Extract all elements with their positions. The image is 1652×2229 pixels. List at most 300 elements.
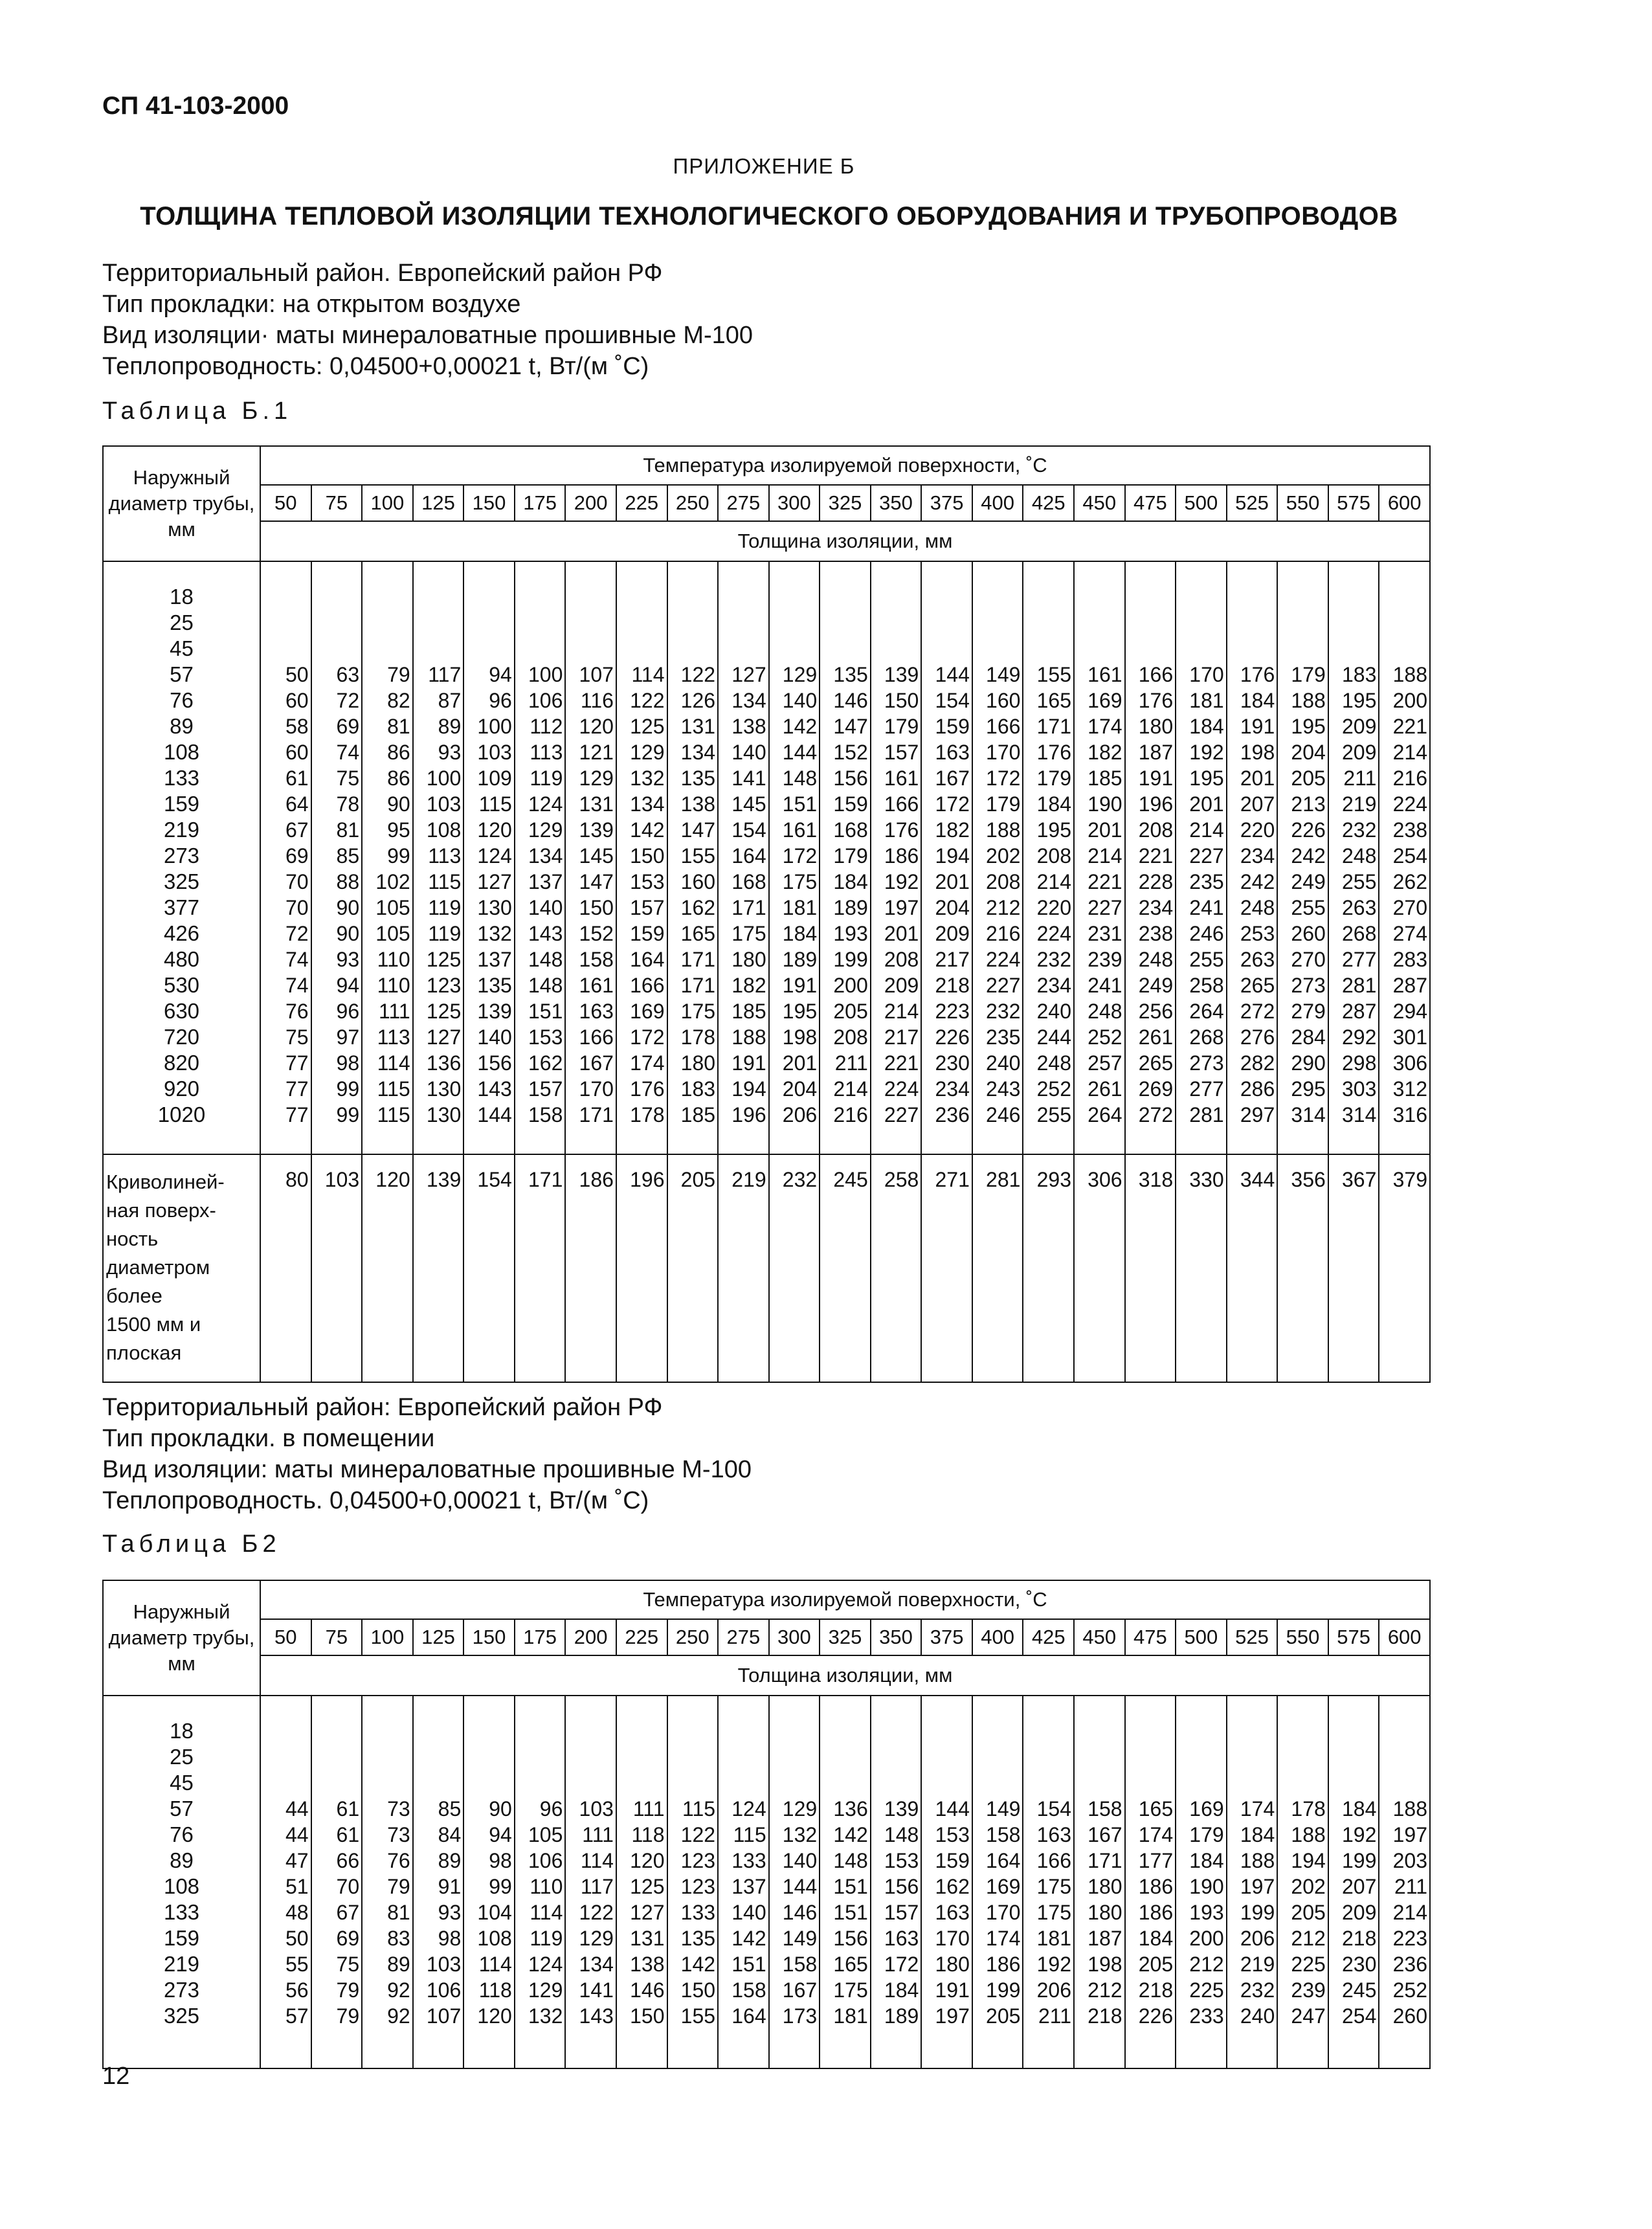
thickness-value xyxy=(312,636,360,662)
temperature-cell: 525 xyxy=(1227,1619,1278,1655)
thickness-value: 153 xyxy=(884,1849,919,1872)
diameter-value: 108 xyxy=(163,740,200,764)
thickness-value: 184 xyxy=(782,922,818,945)
thickness-value: 181 xyxy=(1189,689,1224,712)
thickness-value: 167 xyxy=(782,1978,818,2002)
diameter-value: 25 xyxy=(170,1745,194,1769)
thickness-value: 44 xyxy=(285,1823,309,1846)
thickness-value: 214 xyxy=(884,1000,919,1023)
thickness-value xyxy=(1379,1744,1427,1770)
thickness-value: 112 xyxy=(530,715,563,738)
thickness-value xyxy=(1379,1718,1427,1744)
thickness-value: 188 xyxy=(731,1025,766,1049)
thickness-value: 247 xyxy=(1291,2004,1326,2028)
thickness-value: 158 xyxy=(1088,1797,1122,1820)
thickness-value: 86 xyxy=(387,741,410,764)
thickness-column xyxy=(1074,1696,1125,2068)
thickness-value xyxy=(973,1718,1021,1744)
curved-thickness-value: 379 xyxy=(1379,1154,1430,1382)
thickness-value xyxy=(1023,610,1071,636)
thickness-value: 139 xyxy=(477,1000,512,1023)
thickness-value: 225 xyxy=(1189,1978,1224,2002)
thickness-value: 197 xyxy=(935,2004,970,2028)
thickness-value: 198 xyxy=(1240,741,1275,764)
diameter-value: 219 xyxy=(163,818,200,842)
thickness-value: 227 xyxy=(986,974,1021,997)
thickness-value: 212 xyxy=(986,896,1021,919)
diameter-value: 76 xyxy=(170,688,194,712)
thickness-value: 143 xyxy=(579,2004,614,2028)
thickness-value: 151 xyxy=(833,1875,868,1898)
thickness-value xyxy=(1176,584,1224,610)
thickness-value: 75 xyxy=(336,767,360,790)
thickness-value: 79 xyxy=(387,663,410,686)
thickness-value: 67 xyxy=(285,818,309,842)
thickness-value: 197 xyxy=(1392,1823,1427,1846)
thickness-value: 189 xyxy=(884,2004,919,2028)
thickness-value: 283 xyxy=(1392,948,1427,971)
thickness-value xyxy=(363,636,410,662)
thickness-value: 168 xyxy=(833,818,868,842)
temperature-cell: 500 xyxy=(1176,1619,1227,1655)
thickness-value: 254 xyxy=(1392,844,1427,868)
thickness-value: 146 xyxy=(630,1978,665,2002)
thickness-value: 312 xyxy=(1392,1077,1427,1101)
temperature-cell: 175 xyxy=(515,1619,566,1655)
thickness-value: 171 xyxy=(731,896,766,919)
thickness-column xyxy=(921,1696,972,2068)
thickness-value: 129 xyxy=(782,663,818,686)
thickness-value xyxy=(668,1718,716,1744)
thickness-column xyxy=(1125,561,1176,1154)
thickness-value: 263 xyxy=(1341,896,1377,919)
thickness-value: 74 xyxy=(285,974,309,997)
thickness-value: 76 xyxy=(285,1000,309,1023)
thickness-value: 179 xyxy=(833,844,868,868)
thickness-value: 66 xyxy=(336,1849,360,1872)
thickness-value: 72 xyxy=(285,922,309,945)
thickness-value: 94 xyxy=(489,1823,512,1846)
diameter-value: 18 xyxy=(170,585,194,609)
thickness-value xyxy=(1126,636,1174,662)
thickness-value xyxy=(566,636,614,662)
thickness-value: 113 xyxy=(377,1025,410,1049)
page-title: ТОЛЩИНА ТЕПЛОВОЙ ИЗОЛЯЦИИ ТЕХНОЛОГИЧЕСКОГО ОБОРУДОВАНИЯ И ТРУБОПРОВОДОВ xyxy=(140,202,1398,230)
thickness-value xyxy=(1126,1770,1174,1796)
thickness-value: 164 xyxy=(986,1849,1021,1872)
thickness-value: 211 xyxy=(1343,767,1377,790)
temperature-cell: 600 xyxy=(1379,1619,1430,1655)
thickness-value: 208 xyxy=(1138,818,1174,842)
diameter-value: 720 xyxy=(163,1025,200,1049)
thickness-value: 122 xyxy=(680,663,716,686)
thickness-value xyxy=(312,584,360,610)
thickness-value: 144 xyxy=(477,1103,512,1126)
thickness-value: 181 xyxy=(833,2004,868,2028)
thickness-value: 205 xyxy=(833,1000,868,1023)
thickness-column xyxy=(565,561,616,1154)
thickness-value: 235 xyxy=(986,1025,1021,1049)
thickness-value xyxy=(1176,1770,1224,1796)
thickness-value: 175 xyxy=(833,1978,868,2002)
thickness-value: 180 xyxy=(1088,1875,1122,1898)
thickness-value: 185 xyxy=(1088,767,1122,790)
thickness-value: 69 xyxy=(336,1927,360,1950)
thickness-value: 201 xyxy=(884,922,919,945)
thickness-value: 195 xyxy=(1341,689,1377,712)
thickness-value: 206 xyxy=(1240,1927,1275,1950)
thickness-value: 181 xyxy=(782,896,818,919)
thickness-value: 166 xyxy=(630,974,665,997)
thickness-value: 202 xyxy=(986,844,1021,868)
thickness-value: 111 xyxy=(582,1823,614,1846)
thickness-value: 193 xyxy=(1189,1901,1224,1924)
thickness-value: 190 xyxy=(1189,1875,1224,1898)
thickness-value xyxy=(414,1770,462,1796)
thickness-value: 225 xyxy=(1291,1953,1326,1976)
thickness-column xyxy=(1328,561,1379,1154)
diameter-value: 89 xyxy=(170,1848,194,1872)
thickness-value xyxy=(566,610,614,636)
thickness-value: 166 xyxy=(579,1025,614,1049)
thickness-value: 169 xyxy=(986,1875,1021,1898)
thickness-value xyxy=(363,1718,410,1744)
thickness-value: 142 xyxy=(630,818,665,842)
thickness-value xyxy=(1329,610,1377,636)
thickness-value: 209 xyxy=(1341,741,1377,764)
thickness-value: 186 xyxy=(986,1953,1021,1976)
thickness-value: 257 xyxy=(1088,1051,1122,1075)
thickness-value: 99 xyxy=(489,1875,512,1898)
thickness-value: 265 xyxy=(1138,1051,1174,1075)
thickness-value xyxy=(668,610,716,636)
thickness-value: 90 xyxy=(489,1797,512,1820)
thickness-value: 85 xyxy=(438,1797,462,1820)
thickness-value xyxy=(820,1744,868,1770)
thickness-value: 220 xyxy=(1036,896,1071,919)
thickness-value: 150 xyxy=(680,1978,716,2002)
thickness-value: 148 xyxy=(884,1823,919,1846)
info-line: Теплопроводность: 0,04500+0,00021 t, Вт/(м ˚С) xyxy=(102,353,649,380)
thickness-value: 211 xyxy=(1038,2004,1071,2028)
thickness-value: 98 xyxy=(336,1051,360,1075)
temperature-cell: 375 xyxy=(921,1619,972,1655)
thickness-value xyxy=(770,584,818,610)
curved-label-line: Криволиней- xyxy=(106,1171,225,1193)
thickness-value: 155 xyxy=(680,844,716,868)
thickness-value: 152 xyxy=(833,741,868,764)
thickness-value: 261 xyxy=(1088,1077,1122,1101)
thickness-value: 104 xyxy=(477,1901,512,1924)
thickness-value xyxy=(820,1718,868,1744)
thickness-value: 115 xyxy=(377,1077,410,1101)
temperature-cell: 75 xyxy=(311,1619,363,1655)
diameter-column xyxy=(103,1696,260,2068)
thickness-value: 228 xyxy=(1138,870,1174,893)
thickness-value xyxy=(1126,610,1174,636)
thickness-value: 129 xyxy=(579,767,614,790)
diameter-column xyxy=(103,561,260,1154)
curved-thickness-value: 306 xyxy=(1074,1154,1125,1382)
thickness-value xyxy=(719,1744,766,1770)
thickness-value: 281 xyxy=(1341,974,1377,997)
thickness-value: 136 xyxy=(426,1051,462,1075)
curved-thickness-value: 281 xyxy=(972,1154,1023,1382)
thickness-value xyxy=(1227,1744,1275,1770)
thickness-value: 142 xyxy=(833,1823,868,1846)
thickness-value: 154 xyxy=(935,689,970,712)
page-number: 12 xyxy=(102,2063,130,2090)
thickness-value: 161 xyxy=(579,974,614,997)
curved-thickness-value: 293 xyxy=(1023,1154,1074,1382)
thickness-value: 143 xyxy=(528,922,563,945)
thickness-value: 214 xyxy=(1189,818,1224,842)
thickness-value: 281 xyxy=(1189,1103,1224,1126)
thickness-value: 70 xyxy=(285,896,309,919)
temperature-cell: 125 xyxy=(413,485,464,521)
thickness-value: 186 xyxy=(1138,1875,1174,1898)
thickness-value xyxy=(261,1718,309,1744)
thickness-value: 175 xyxy=(731,922,766,945)
thickness-column xyxy=(463,561,515,1154)
thickness-column xyxy=(1023,561,1074,1154)
thickness-value xyxy=(922,610,970,636)
thickness-value: 149 xyxy=(782,1927,818,1950)
thickness-value: 88 xyxy=(336,870,360,893)
thickness-value: 119 xyxy=(530,1927,563,1950)
thickness-value: 176 xyxy=(630,1077,665,1101)
thickness-value: 89 xyxy=(387,1953,410,1976)
thickness-value xyxy=(414,1744,462,1770)
thickness-value: 165 xyxy=(680,922,716,945)
diameter-value: 377 xyxy=(163,895,200,919)
thickness-value: 216 xyxy=(1392,767,1427,790)
thickness-value xyxy=(1227,1770,1275,1796)
temperature-cell: 125 xyxy=(413,1619,464,1655)
thickness-value xyxy=(1227,584,1275,610)
thickness-value: 170 xyxy=(986,741,1021,764)
thickness-value: 157 xyxy=(528,1077,563,1101)
curved-thickness-value: 271 xyxy=(921,1154,972,1382)
thickness-value: 212 xyxy=(1291,1927,1326,1950)
thickness-value: 55 xyxy=(285,1953,309,1976)
thickness-value: 192 xyxy=(1189,741,1224,764)
thickness-value xyxy=(1278,1770,1326,1796)
thickness-value: 230 xyxy=(1341,1953,1377,1976)
thickness-value: 221 xyxy=(1138,844,1174,868)
thickness-value: 135 xyxy=(680,767,716,790)
thickness-value xyxy=(464,584,512,610)
thickness-value: 201 xyxy=(1189,792,1224,816)
thickness-value: 170 xyxy=(1189,663,1224,686)
thickness-value: 100 xyxy=(477,715,512,738)
thickness-value: 135 xyxy=(680,1927,716,1950)
thickness-value: 170 xyxy=(935,1927,970,1950)
thickness-column xyxy=(718,561,769,1154)
thickness-value: 163 xyxy=(884,1927,919,1950)
thickness-value xyxy=(1126,1744,1174,1770)
curved-label-line: диаметром xyxy=(106,1256,210,1279)
thickness-value: 98 xyxy=(489,1849,512,1872)
thickness-value: 92 xyxy=(387,2004,410,2028)
thickness-value xyxy=(668,636,716,662)
thickness-value: 69 xyxy=(285,844,309,868)
thickness-value: 131 xyxy=(579,792,614,816)
thickness-value: 160 xyxy=(986,689,1021,712)
thickness-value: 87 xyxy=(438,689,462,712)
thickness-value: 254 xyxy=(1341,2004,1377,2028)
thickness-value: 118 xyxy=(631,1823,665,1846)
thickness-value xyxy=(1075,610,1122,636)
temperature-header: Температура изолируемой поверхности, ˚С xyxy=(260,1580,1430,1619)
thickness-value: 201 xyxy=(782,1051,818,1075)
thickness-value: 100 xyxy=(528,663,563,686)
thickness-value: 155 xyxy=(1036,663,1071,686)
thickness-column xyxy=(1277,561,1328,1154)
curved-thickness-value: 367 xyxy=(1328,1154,1379,1382)
thickness-value: 196 xyxy=(731,1103,766,1126)
thickness-value xyxy=(1278,610,1326,636)
thickness-value: 172 xyxy=(986,767,1021,790)
thickness-value: 272 xyxy=(1138,1103,1174,1126)
thickness-column xyxy=(871,1696,922,2068)
thickness-value: 253 xyxy=(1240,922,1275,945)
thickness-value: 96 xyxy=(489,689,512,712)
thickness-value: 193 xyxy=(833,922,868,945)
thickness-value: 204 xyxy=(782,1077,818,1101)
info-line: Территориальный район: Европейский район РФ xyxy=(102,1394,663,1421)
thickness-value: 201 xyxy=(935,870,970,893)
thickness-value: 234 xyxy=(1240,844,1275,868)
thickness-value: 170 xyxy=(579,1077,614,1101)
thickness-value: 184 xyxy=(884,1978,919,2002)
thickness-value: 195 xyxy=(1189,767,1224,790)
thickness-value: 163 xyxy=(579,1000,614,1023)
thickness-value: 165 xyxy=(833,1953,868,1976)
thickness-value: 144 xyxy=(935,1797,970,1820)
thickness-value: 129 xyxy=(528,1978,563,2002)
thickness-value xyxy=(922,1770,970,1796)
thickness-value: 268 xyxy=(1189,1025,1224,1049)
thickness-value: 132 xyxy=(528,2004,563,2028)
curved-thickness-value: 196 xyxy=(616,1154,667,1382)
thickness-value: 144 xyxy=(782,741,818,764)
thickness-value: 212 xyxy=(1088,1978,1122,2002)
thickness-value: 72 xyxy=(336,689,360,712)
thickness-value: 138 xyxy=(680,792,716,816)
thickness-value xyxy=(1126,584,1174,610)
thickness-value: 144 xyxy=(782,1875,818,1898)
thickness-value xyxy=(1278,636,1326,662)
thickness-value: 205 xyxy=(1138,1953,1174,1976)
thickness-value: 184 xyxy=(833,870,868,893)
thickness-value: 161 xyxy=(884,767,919,790)
thickness-value xyxy=(770,1744,818,1770)
thickness-value: 79 xyxy=(336,1978,360,2002)
thickness-value: 226 xyxy=(1138,2004,1174,2028)
thickness-value: 197 xyxy=(1240,1875,1275,1898)
thickness-value: 180 xyxy=(680,1051,716,1075)
thickness-value: 191 xyxy=(1138,767,1174,790)
thickness-value: 185 xyxy=(680,1103,716,1126)
thickness-value: 241 xyxy=(1189,896,1224,919)
thickness-value: 110 xyxy=(530,1875,563,1898)
thickness-value: 205 xyxy=(986,2004,1021,2028)
thickness-value: 244 xyxy=(1036,1025,1071,1049)
diameter-value: 325 xyxy=(163,869,200,893)
thickness-value xyxy=(1126,1718,1174,1744)
thickness-value: 261 xyxy=(1138,1025,1174,1049)
thickness-value: 114 xyxy=(530,1901,563,1924)
thickness-value xyxy=(363,1770,410,1796)
thickness-value: 217 xyxy=(884,1025,919,1049)
thickness-value: 230 xyxy=(935,1051,970,1075)
thickness-value: 298 xyxy=(1341,1051,1377,1075)
thickness-value: 110 xyxy=(377,948,410,971)
thickness-value xyxy=(1278,1744,1326,1770)
thickness-value: 111 xyxy=(379,1000,410,1023)
thickness-value: 79 xyxy=(336,2004,360,2028)
thickness-value: 162 xyxy=(680,896,716,919)
thickness-column xyxy=(565,1696,616,2068)
curved-thickness-value: 103 xyxy=(311,1154,363,1382)
temperature-cell: 200 xyxy=(565,485,616,521)
thickness-value xyxy=(820,636,868,662)
thickness-value: 186 xyxy=(884,844,919,868)
thickness-value: 198 xyxy=(1088,1953,1122,1976)
temperature-cell: 350 xyxy=(871,1619,922,1655)
thickness-value: 73 xyxy=(387,1797,410,1820)
thickness-value xyxy=(1379,610,1427,636)
thickness-value: 163 xyxy=(935,741,970,764)
thickness-value: 207 xyxy=(1240,792,1275,816)
thickness-value: 56 xyxy=(285,1978,309,2002)
thickness-value: 287 xyxy=(1392,974,1427,997)
thickness-value: 246 xyxy=(986,1103,1021,1126)
thickness-value xyxy=(312,1770,360,1796)
thickness-value: 204 xyxy=(935,896,970,919)
thickness-value: 218 xyxy=(1341,1927,1377,1950)
thickness-column xyxy=(972,1696,1023,2068)
thickness-value: 166 xyxy=(884,792,919,816)
table-b2 xyxy=(102,1580,1431,2069)
thickness-value: 212 xyxy=(1189,1953,1224,1976)
thickness-column xyxy=(362,1696,413,2068)
thickness-value xyxy=(515,636,563,662)
thickness-value xyxy=(617,1718,665,1744)
thickness-value: 140 xyxy=(528,896,563,919)
thickness-value: 76 xyxy=(387,1849,410,1872)
thickness-header-row xyxy=(103,1655,1430,1696)
thickness-value xyxy=(1075,584,1122,610)
thickness-value: 202 xyxy=(1291,1875,1326,1898)
table-b1 xyxy=(102,445,1431,1383)
diameter-value: 273 xyxy=(163,1978,200,2002)
thickness-value: 306 xyxy=(1392,1051,1427,1075)
thickness-value: 124 xyxy=(477,844,512,868)
temperature-cell: 150 xyxy=(463,485,515,521)
thickness-value xyxy=(261,584,309,610)
thickness-value: 270 xyxy=(1291,948,1326,971)
thickness-value: 151 xyxy=(782,792,818,816)
thickness-value xyxy=(1075,1770,1122,1796)
thickness-value xyxy=(871,1744,919,1770)
thickness-column xyxy=(311,1696,363,2068)
thickness-column xyxy=(260,1696,311,2068)
thickness-value: 172 xyxy=(935,792,970,816)
thickness-value xyxy=(414,1718,462,1744)
thickness-value: 190 xyxy=(1088,792,1122,816)
